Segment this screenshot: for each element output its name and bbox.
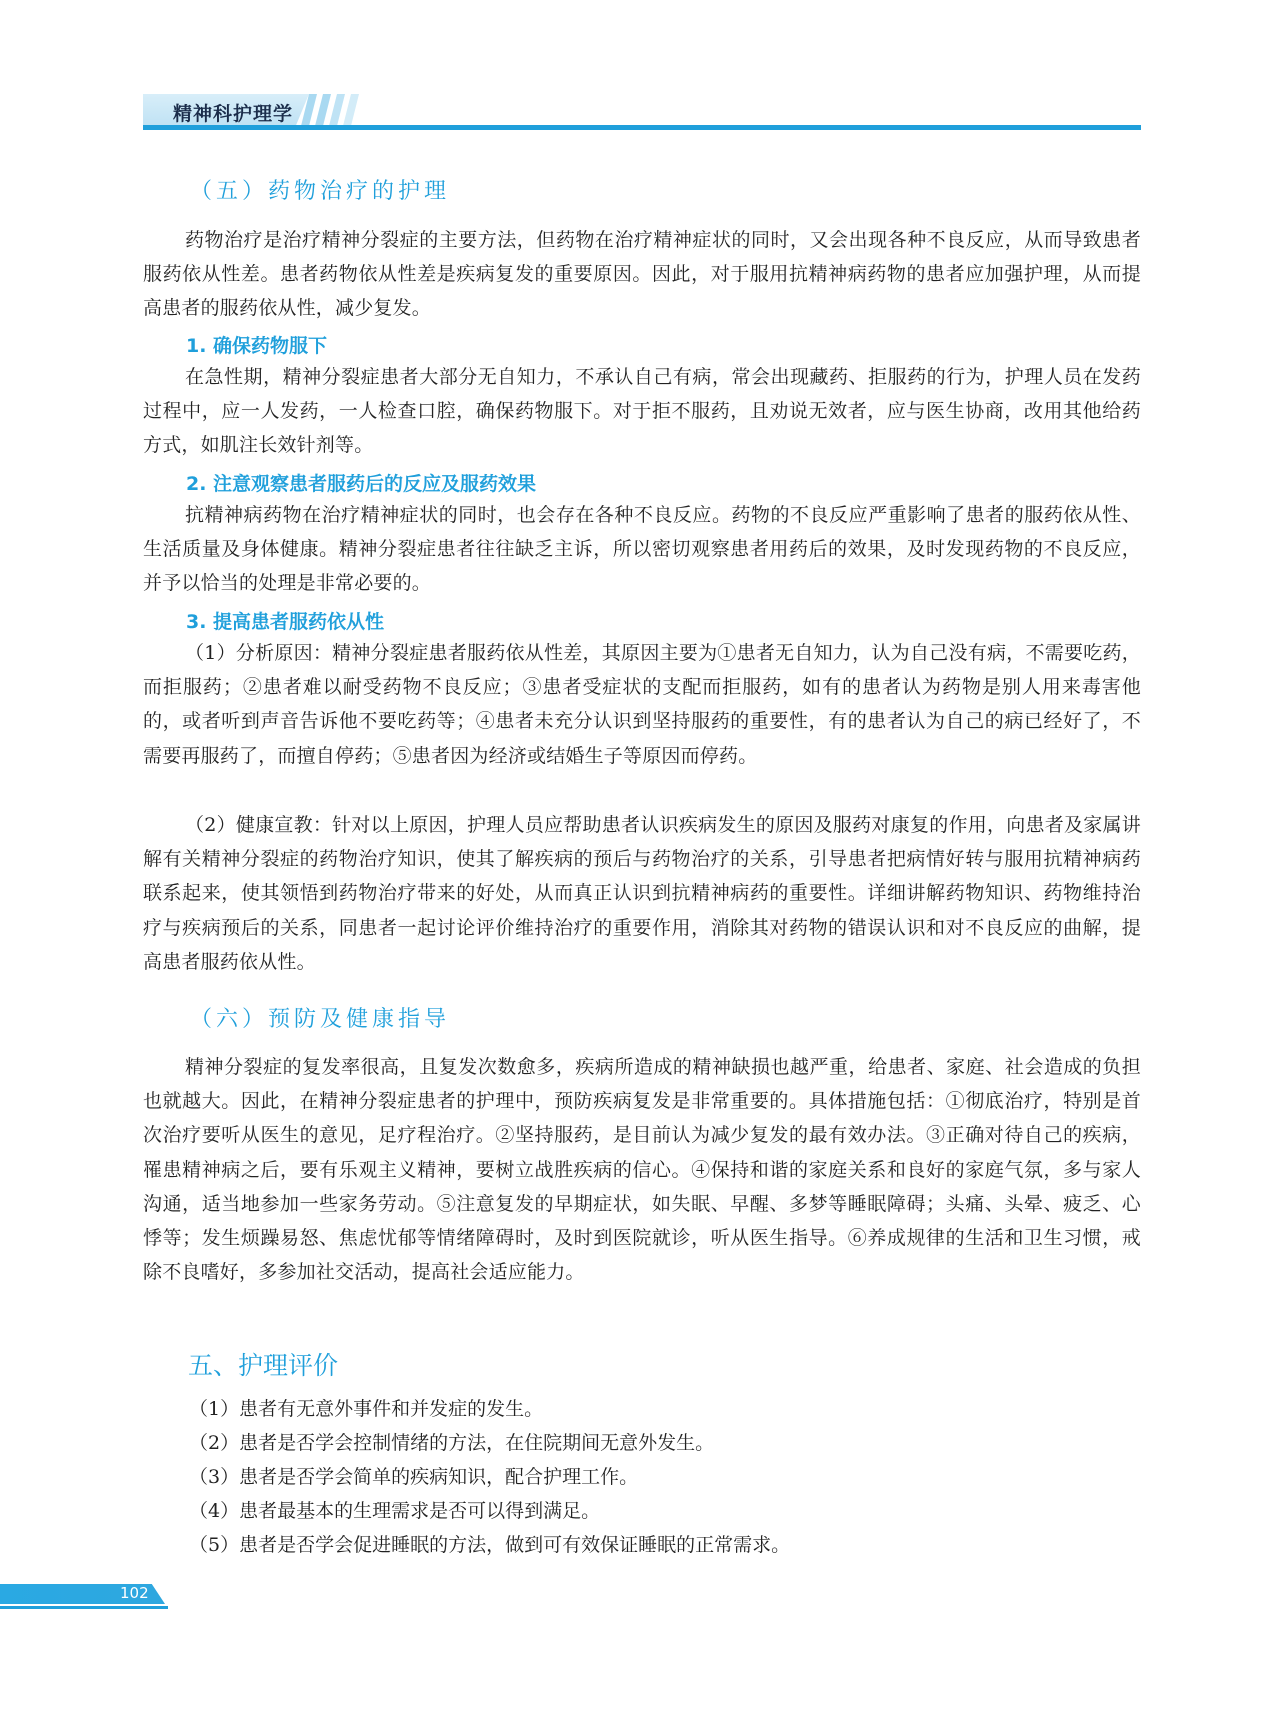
evaluation-item: （3）患者是否学会简单的疾病知识，配合护理工作。 xyxy=(189,1466,639,1488)
subsection-3-education: （2）健康宣教：针对以上原因，护理人员应帮助患者认识疾病发生的原因及服药对康复的作用，向患者及家属讲解有关精神分裂症的药物治疗知识，使其了解疾病的预后与药物治疗的关系，引导患者把病情好转与服用抗精神病药联系起来，使其领悟到药物治疗带来的好处，从而真正认识到抗精神病药的重要性。详细讲解药物知识、药物维持治疗与疾病预后的关系，同患者一起讨论评价维持治疗的重要作用，消除其对药物的错误认识和对不良反应的曲解，提高患者服药依从性。 xyxy=(143,814,1141,973)
evaluation-item: （5）患者是否学会促进睡眠的方法，做到可有效保证睡眠的正常需求。 xyxy=(189,1534,791,1556)
section-6-text: 精神分裂症的复发率很高，且复发次数愈多，疾病所造成的精神缺损也越严重，给患者、家庭、社会造成的负担也就越大。因此，在精神分裂症患者的护理中，预防疾病复发是非常重要的。具体措施包括：①彻底治疗，特别是首次治疗要听从医生的意见，足疗程治疗。②坚持服药，是目前认为减少复发的最有效办法。③正确对待自己的疾病，罹患精神病之后，要有乐观主义精神，要树立战胜疾病的信心。④保持和谐的家庭关系和良好的家庭气氛，多与家人沟通，适当地参加一些家务劳动。⑤注意复发的早期症状，如失眠、早醒、多梦等睡眠障碍；头痛、头晕、疲乏、心悸等；发生烦躁易怒、焦虑忧郁等情绪障碍时，及时到医院就诊，听从医生指导。⑥养成规律的生活和卫生习惯，戒除不良嗜好，多参加社交活动，提高社会适应能力。 xyxy=(143,1056,1141,1284)
subsection-title-1: 1. 确保药物服下 xyxy=(186,335,328,357)
running-header xyxy=(143,94,1141,134)
evaluation-item: （4）患者最基本的生理需求是否可以得到满足。 xyxy=(189,1500,601,1522)
book-title: 精神科护理学 xyxy=(173,103,294,125)
header-stripes-decoration xyxy=(301,94,371,126)
subsection-title-3: 3. 提高患者服药依从性 xyxy=(186,611,385,633)
evaluation-item: （1）患者有无意外事件和并发症的发生。 xyxy=(189,1398,544,1420)
section-title-6: （六）预防及健康指导 xyxy=(190,1007,451,1032)
page-number: 102 xyxy=(120,1584,149,1602)
subsection-title-2: 2. 注意观察患者服药后的反应及服药效果 xyxy=(186,473,537,495)
subsection-1-text: 在急性期，精神分裂症患者大部分无自知力，不承认自己有病，常会出现藏药、拒服药的行为，护理人员在发药过程中，应一人发药，一人检查口腔，确保药物服下。对于拒不服药，且劝说无效者，应与医生协商，改用其他给药方式，如肌注长效针剂等。 xyxy=(143,366,1141,457)
section-5-intro: 药物治疗是治疗精神分裂症的主要方法，但药物在治疗精神症状的同时，又会出现各种不良反应，从而导致患者服药依从性差。患者药物依从性差是疾病复发的重要原因。因此，对于服用抗精神病药物的患者应加强护理，从而提高患者的服药依从性，减少复发。 xyxy=(143,229,1141,320)
subsection-3-analysis: （1）分析原因：精神分裂症患者服药依从性差，其原因主要为①患者无自知力，认为自己没有病，不需要吃药，而拒服药；②患者难以耐受药物不良反应；③患者受症状的支配而拒服药，如有的患者认为药物是别人用来毒害他的，或者听到声音告诉他不要吃药等；④患者未充分认识到坚持服药的重要性，有的患者认为自己的病已经好了，不需要再服药了，而擅自停药；⑤患者因为经济或结婚生子等原因而停药。 xyxy=(143,642,1141,767)
evaluation-item: （2）患者是否学会控制情绪的方法，在住院期间无意外发生。 xyxy=(189,1432,715,1454)
chapter-section-title: 五、护理评价 xyxy=(188,1351,339,1380)
header-rule xyxy=(143,125,1141,130)
page-footer xyxy=(0,1584,170,1614)
section-title-5: （五）药物治疗的护理 xyxy=(190,179,451,204)
footer-rule xyxy=(0,1606,168,1609)
subsection-2-text: 抗精神病药物在治疗精神症状的同时，也会存在各种不良反应。药物的不良反应严重影响了患者的服药依从性、生活质量及身体健康。精神分裂症患者往往缺乏主诉，所以密切观察患者用药后的效果，及时发现药物的不良反应，并予以恰当的处理是非常必要的。 xyxy=(143,504,1141,595)
